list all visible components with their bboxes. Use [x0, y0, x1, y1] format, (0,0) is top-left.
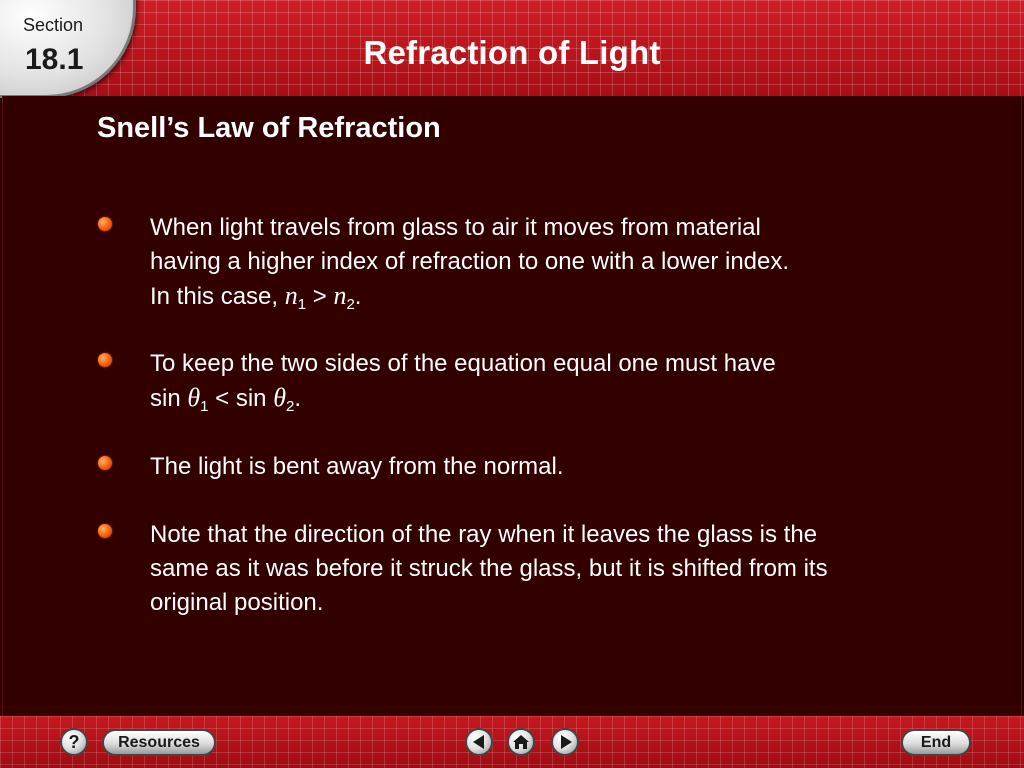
next-button[interactable]	[551, 728, 579, 756]
section-label: Section	[23, 15, 84, 35]
bullet-item-1	[150, 211, 980, 322]
end-button[interactable]	[901, 729, 971, 756]
bullet-4-line-1: Note that the direction of the ray when it leaves the glass is the	[150, 521, 818, 548]
home-button[interactable]	[507, 728, 535, 756]
page-title: Refraction of Light	[363, 34, 661, 71]
bullet-icon	[98, 353, 112, 367]
bullet-2-line-1: To keep the two sides of the equation equal one must have	[150, 350, 776, 377]
help-icon: ?	[68, 731, 80, 752]
bullet-4-line-3: original position.	[150, 589, 324, 616]
home-icon	[512, 734, 530, 750]
bullet-1-line-3: In this case, $n_1 > n_2$.	[150, 281, 362, 313]
bullet-icon	[98, 456, 112, 470]
previous-button[interactable]	[465, 728, 493, 756]
end-label: End	[920, 733, 952, 751]
previous-arrow-icon	[473, 735, 484, 749]
bullet-1-line-1: When light travels from glass to air it moves from material	[150, 214, 761, 241]
section-number: 18.1	[25, 43, 84, 76]
header-bar	[0, 0, 1024, 96]
resources-label: Resources	[118, 733, 200, 751]
bullet-2-line-2: $\sin \theta_1 < \sin \theta_2$.	[150, 383, 301, 415]
next-arrow-icon	[561, 735, 572, 749]
help-button[interactable]	[60, 728, 88, 756]
bullet-icon	[98, 524, 112, 538]
bullet-4-line-2: same as it was before it struck the glass, but it is shifted from its	[150, 555, 828, 582]
slide-subtitle: Snell’s Law of Refraction	[97, 112, 441, 144]
bullet-item-2	[150, 347, 980, 424]
bullet-item-4	[150, 518, 980, 620]
bullet-item-3	[150, 450, 980, 484]
bullet-icon	[98, 217, 112, 231]
resources-button[interactable]	[102, 729, 216, 756]
bullet-1-line-2: having a higher index of refraction to one with a lower index.	[150, 248, 790, 275]
bullet-3-text: The light is bent away from the normal.	[150, 453, 564, 480]
